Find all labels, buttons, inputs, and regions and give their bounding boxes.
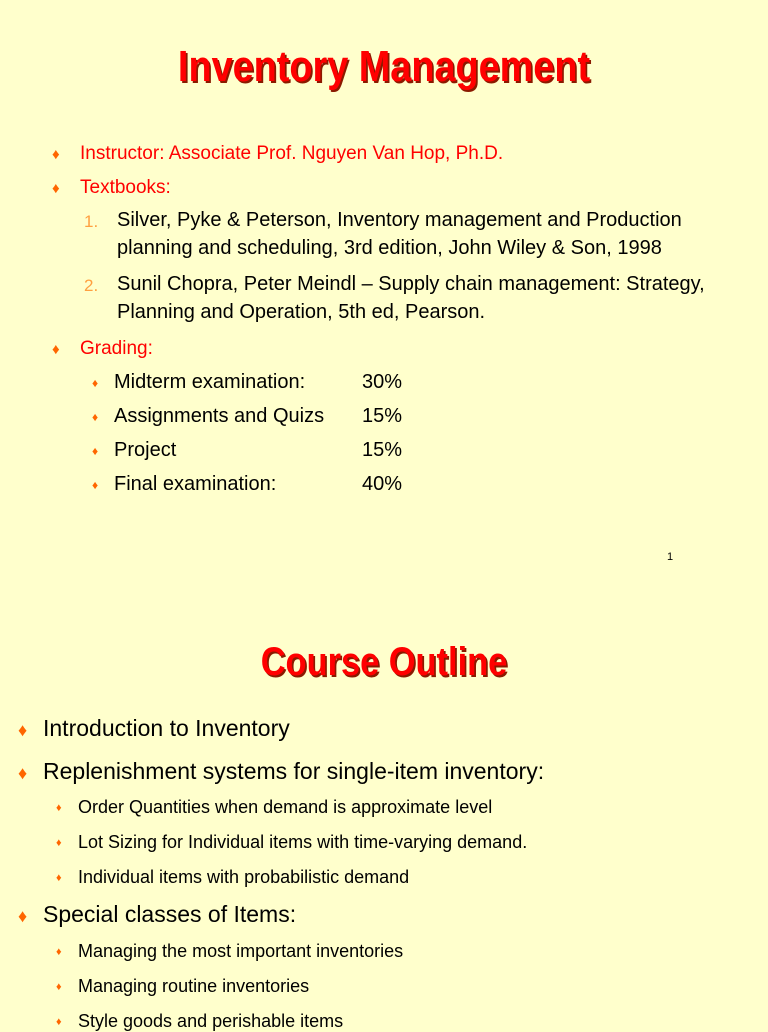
grading-item: Assignments and Quizs [114, 405, 325, 427]
grading-item: Midterm examination: [114, 371, 306, 393]
textbook-number: 1. [84, 212, 99, 231]
grading-weight: 40% [362, 473, 403, 495]
grading-item: Project [114, 439, 177, 461]
diamond-bullet-icon: ♦ [56, 946, 62, 958]
outline-item: Managing the most important inventories [78, 941, 404, 961]
diamond-bullet-icon: ♦ [56, 837, 62, 849]
grading-weight: 15% [362, 405, 403, 427]
slide-course-outline [0, 600, 768, 1031]
page-number: 1 [667, 551, 674, 563]
textbook-number: 2. [84, 276, 99, 295]
outline-item: Style goods and perishable items [78, 1011, 344, 1031]
outline-section: Replenishment systems for single-item inventory: [43, 758, 545, 784]
diamond-bullet-icon: ♦ [56, 872, 62, 884]
diamond-bullet-icon: ♦ [18, 720, 28, 740]
slide-title: Course Outline [260, 640, 508, 684]
slide-title: Inventory Management [177, 42, 591, 91]
instructor-line: Instructor: Associate Prof. Nguyen Van Hop, Ph.D. [80, 143, 504, 164]
outline-item: Order Quantities when demand is approximate level [78, 797, 493, 817]
textbook-line: Planning and Operation, 5th ed, Pearson. [117, 301, 486, 323]
diamond-bullet-icon: ♦ [56, 1016, 62, 1028]
outline-section: Introduction to Inventory [43, 715, 290, 741]
diamond-bullet-icon: ♦ [52, 146, 60, 163]
grading-label: Grading: [80, 338, 153, 359]
diamond-bullet-icon: ♦ [52, 180, 60, 197]
textbook-line: Sunil Chopra, Peter Meindl – Supply chain management: Strategy, [117, 273, 705, 295]
diamond-bullet-icon: ♦ [52, 341, 60, 358]
grading-weight: 15% [362, 439, 403, 461]
outline-section: Special classes of Items: [43, 901, 297, 927]
grading-weight: 30% [362, 371, 403, 393]
diamond-bullet-icon: ♦ [18, 906, 28, 926]
textbook-line: planning and scheduling, 3rd edition, John Wiley & Son, 1998 [117, 237, 662, 259]
diamond-bullet-icon: ♦ [92, 478, 99, 492]
diamond-bullet-icon: ♦ [92, 410, 99, 424]
outline-item: Lot Sizing for Individual items with time-varying demand. [78, 832, 528, 852]
outline-item: Individual items with probabilistic demand [78, 867, 410, 887]
diamond-bullet-icon: ♦ [18, 763, 28, 783]
diamond-bullet-icon: ♦ [56, 981, 62, 993]
textbook-line: Silver, Pyke & Peterson, Inventory management and Production [117, 209, 682, 231]
grading-item: Final examination: [114, 473, 277, 495]
diamond-bullet-icon: ♦ [92, 444, 99, 458]
outline-item: Managing routine inventories [78, 976, 310, 996]
textbooks-label: Textbooks: [80, 177, 171, 198]
diamond-bullet-icon: ♦ [56, 802, 62, 814]
diamond-bullet-icon: ♦ [92, 376, 99, 390]
